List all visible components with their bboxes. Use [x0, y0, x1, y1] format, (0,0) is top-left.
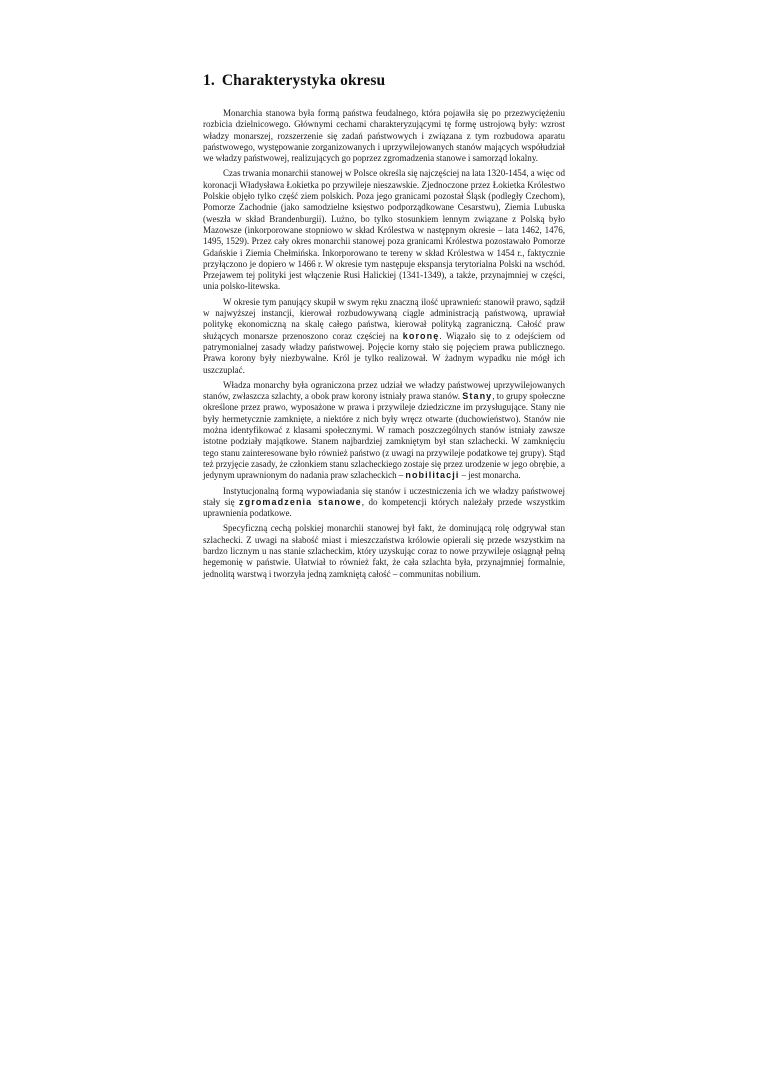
paragraph-1 — [203, 108, 565, 164]
section-number: 1. — [203, 72, 215, 89]
paragraph-3 — [203, 297, 565, 376]
paragraph-text: Monarchia stanowa była formą państwa feudalnego, która pojawiła się po przezwyciężeniu rozbicia dzielnicowego. Głównymi cechami charakteryzującymi tę formę ustrojową były: wzrost władzy monarszej, rozszerzenie się zadań państwowych i związana z tym rozbudowa aparatu państwowego, występowanie zorganizowanych i uprzywilejowanych stanów mających współudział we władzy państwowej, realizujących go poprzez zgromadzenia stanowe i samorząd lokalny. — [203, 108, 565, 164]
document-page — [203, 72, 565, 584]
paragraph-text: Władza monarchy była ograniczona przez udział we władzy państwowej uprzywilejowanych stanów, zwłaszcza szlachty, a obok praw korony istniały prawa stanów. — [203, 379, 565, 402]
key-term-stany: Stany — [462, 391, 493, 402]
paragraph-5 — [203, 486, 565, 520]
paragraph-text: . Wiązało się to z odejściem od patrymonialnej zasady władzy państwowej. Pojęcie korny stało się pojęciem prawa publicznego. Prawa korony były niezbywalne. Król je tylko realizował. W żadnym wypadku nie mógł ich uszczuplać. — [203, 330, 565, 375]
paragraph-text: Specyficzną cechą polskiej monarchii stanowej był fakt, że dominującą rolę odgrywał stan szlachecki. Z uwagi na słabość miast i mieszczaństwa królowie opierali się przede wszystkim na bardzo licznym u nas stanie szlacheckim, który uzyskując coraz to nowe przywileje osiągnął pełną hegemonię w państwie. Ułatwiał to również fakt, że cała szlachta była, przynajmniej formalnie, jednolitą warstwą i tworzyła jedną zamkniętą całość – communitas nobilium. — [203, 523, 565, 579]
section-title: Charakterystyka okresu — [221, 72, 386, 89]
key-term-korona: koronę — [402, 330, 440, 341]
paragraph-text: , do kompetencji których należały przede wszystkim uprawnienia podatkowe. — [203, 496, 565, 519]
section-heading — [203, 72, 565, 90]
paragraph-4 — [203, 380, 565, 482]
paragraph-text: Czas trwania monarchii stanowej w Polsce określa się najczęściej na lata 1320-1454, a więc od koronacji Władysława Łokietka po przywileje nieszawskie. Zjednoczone przez Łokietka Królestwo Polskie objęło tylko część ziem polskich. Poza jego granicami pozostał Śląsk (podległy Czechom), Pomorze Zachodnie (jako samodzielne księstwo podporządkowane Cesarstwu), Ziemia Lubuska (weszła w skład Brandenburgii). Lużno, bo tylko stosunkiem lennym związane z Polską było Mazowsze (inkorporowane stopniowo w skład Królestwa w następnym okresie – lata 1462, 1476, 1495, 1529). Przez cały okres monarchii stanowej poza granicami Królestwa pozostawało Pomorze Gdańskie i Ziemia Chełmińska. Inkorporowano te tereny w skład Królestwa w 1454 r., faktycznie przyłączono je dopiero w 1466 r. W okresie tym następuje ekspansja terytorialna Polski na wschód. Przejawem tej polityki jest włączenie Rusi Halickiej (1341-1349), a także, przynajmniej w części, unia polsko-litewska. — [203, 168, 565, 292]
paragraph-text: – jest monarcha. — [459, 470, 521, 481]
paragraph-text: Instytucjonalną formą wypowiadania się stanów i uczestniczenia ich we władzy państwowej stały się — [203, 485, 565, 507]
paragraph-2 — [203, 168, 565, 292]
paragraph-text: , to grupy społeczne określone przez prawo, wyposażone w prawa i przywileje dziedziczne im przysługujące. Stany nie były hermetycznie zamknięte, a niektóre z nich były wręcz otwarte (duchowieństwo). Stanów nie można identyfikować z klasami społecznymi. W ramach poszczególnych stanów istniały zawsze istotne podziały majątkowe. Stanem najbardziej zamkniętym był stan szlachecki. W zamknięciu tego stanu zainteresowane było również państwo (z uwagi na przywileje podatkowe tej grupy). Stąd też przyjęcie zasady, że członkiem stanu szlacheckiego zostaje się przez urodzenie w jego obrębie, a jedynym uprawnionym do nadania praw szlacheckich – — [203, 391, 565, 481]
paragraph-6 — [203, 523, 565, 579]
paragraph-text: W okresie tym panujący skupił w swym ręku znaczną ilość uprawnień: stanowił prawo, sądził w najwyższej instancji, kierował rozbudowywaną ciągle administracją państwową, uprawiał politykę ekonomiczną na skalę całego państwa, kierował polityką zagraniczną. Całość praw służących monarsze przenoszono coraz częściej na — [203, 296, 565, 341]
key-term-nobilitacja: nobilitacji — [405, 470, 460, 481]
key-term-zgromadzenia-stanowe: zgromadzenia stanowe — [239, 496, 362, 507]
